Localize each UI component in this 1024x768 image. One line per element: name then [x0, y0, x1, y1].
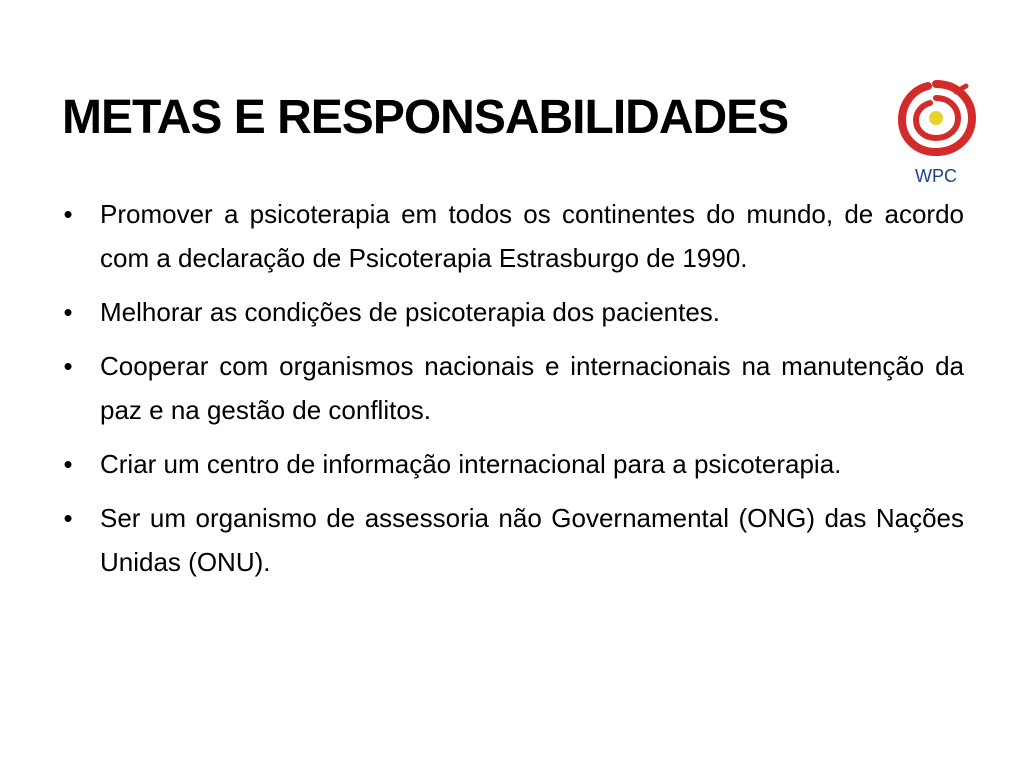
slide-title: METAS E RESPONSABILIDADES — [62, 91, 789, 144]
bullet-item — [56, 344, 964, 432]
bullet-text: Criar um centro de informação internacional para a psicoterapia. — [100, 449, 842, 479]
bullet-text: Ser um organismo de assessoria não Governamental (ONG) das Nações Unidas (ONU). — [100, 503, 964, 577]
wpc-logo — [892, 78, 980, 196]
bullet-icon: • — [63, 297, 73, 327]
bullet-text: Promover a psicoterapia em todos os continentes do mundo, de acordo com a declaração de Psicoterapia Estrasburgo de 1990. — [100, 199, 964, 273]
bullet-icon: • — [63, 199, 73, 229]
bullet-item — [56, 290, 964, 334]
bullet-text: Melhorar as condições de psicoterapia dos pacientes. — [100, 297, 721, 327]
bullet-item — [56, 192, 964, 280]
wpc-logo-label: WPC — [915, 166, 957, 186]
bullet-icon: • — [63, 503, 73, 533]
wpc-logo-icon — [896, 78, 976, 158]
bullet-icon: • — [63, 449, 73, 479]
bullet-list — [56, 192, 964, 594]
bullet-icon: • — [63, 351, 73, 381]
bullet-item — [56, 496, 964, 584]
bullet-text: Cooperar com organismos nacionais e internacionais na manutenção da paz e na gestão de conflitos. — [100, 351, 964, 425]
bullet-item — [56, 442, 964, 486]
